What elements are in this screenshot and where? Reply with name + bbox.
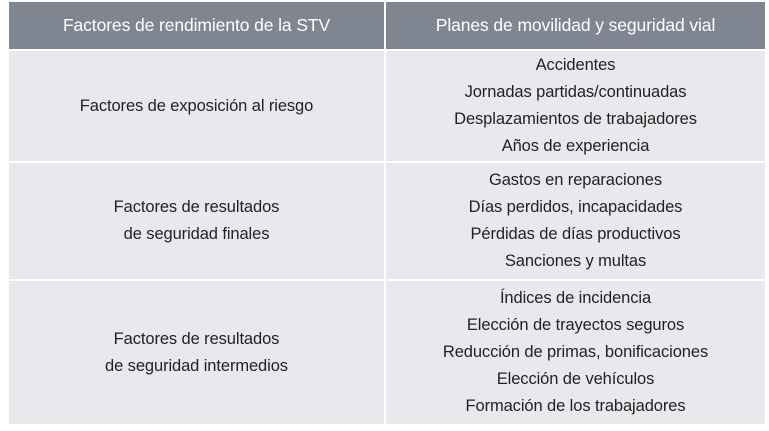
row-final-results-items-cell bbox=[386, 163, 765, 279]
factor-label: Factores de resultados bbox=[113, 198, 280, 216]
row-exposure-factor-cell bbox=[9, 51, 384, 161]
plan-item: Gastos en reparaciones bbox=[489, 171, 662, 189]
header-label-factors: Factores de rendimiento de la STV bbox=[62, 15, 331, 35]
plan-item: Índices de incidencia bbox=[499, 289, 652, 307]
factor-label: Factores de resultados bbox=[113, 329, 280, 348]
row-final-results-factor-cell bbox=[9, 163, 384, 279]
plan-item: Formación de los trabajadores bbox=[465, 397, 686, 415]
plan-item: Pérdidas de días productivos bbox=[470, 225, 681, 243]
plan-item: Accidentes bbox=[535, 56, 616, 74]
header-cell-plans bbox=[386, 2, 765, 49]
header-cell-factors bbox=[9, 2, 384, 49]
factor-label: de seguridad finales bbox=[123, 225, 270, 243]
row-intermediate-results-items-cell bbox=[386, 281, 765, 424]
factor-label: Factores de exposición al riesgo bbox=[79, 96, 314, 115]
plan-item: Reducción de primas, bonificaciones bbox=[442, 343, 709, 361]
row-exposure-items-cell bbox=[386, 51, 765, 161]
plan-item: Días perdidos, incapacidades bbox=[468, 198, 683, 216]
plan-item: Elección de vehículos bbox=[496, 370, 655, 388]
plan-item: Elección de trayectos seguros bbox=[466, 316, 685, 334]
row-intermediate-results-factor-cell bbox=[9, 281, 384, 424]
factor-label: de seguridad intermedios bbox=[105, 356, 288, 375]
plan-item: Años de experiencia bbox=[501, 137, 650, 155]
plan-item: Jornadas partidas/continuadas bbox=[464, 83, 687, 101]
header-label-plans: Planes de movilidad y seguridad vial bbox=[435, 15, 716, 35]
factors-table bbox=[9, 2, 765, 424]
plan-item: Sanciones y multas bbox=[504, 252, 647, 270]
plan-item: Desplazamientos de trabajadores bbox=[454, 110, 697, 128]
